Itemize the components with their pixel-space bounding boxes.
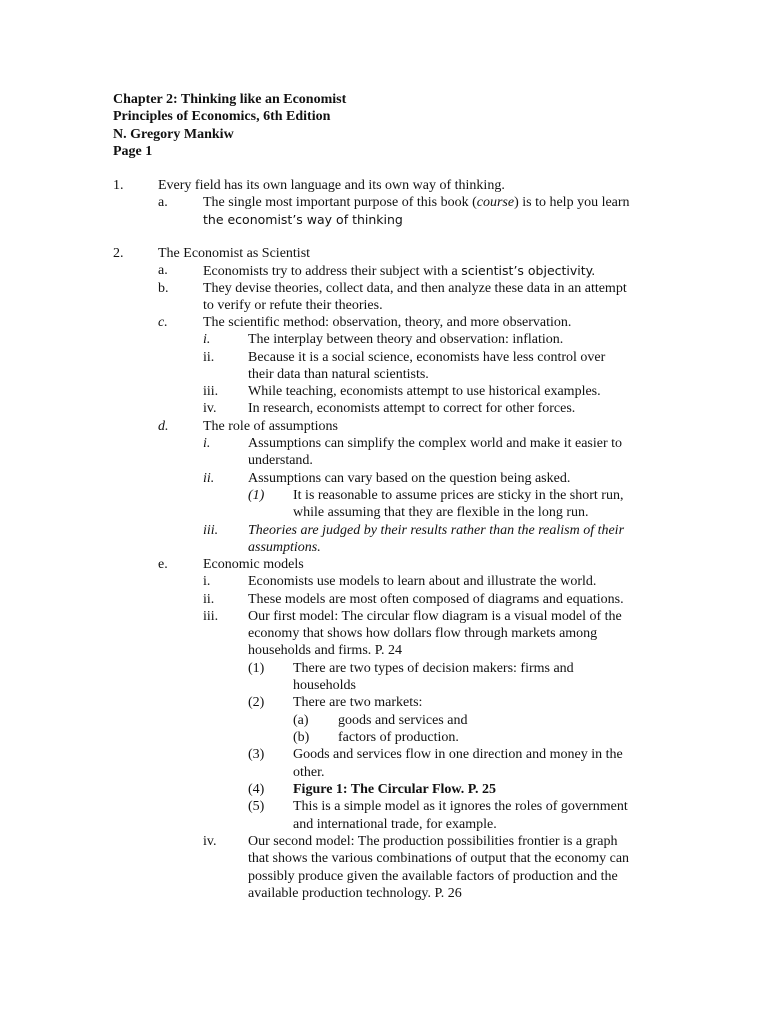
s2-e-iii-1-marker: (1): [248, 661, 265, 676]
s2-c-i-marker: i.: [203, 332, 211, 347]
s2-e-iv-line1: Our second model: The production possibilities frontier is a graph: [248, 834, 618, 849]
s2-d-text: The role of assumptions: [203, 419, 338, 434]
s2-e-iii-marker: iii.: [203, 609, 219, 624]
s2-e-text: Economic models: [203, 557, 304, 572]
s2-c-iv-marker: iv.: [203, 401, 217, 416]
s2-e-iii-3-line1: Goods and services flow in one direction and money in the: [293, 747, 623, 762]
s2-b-marker: b.: [158, 281, 169, 296]
s2-d-ii-1-marker: (1): [248, 488, 265, 503]
s1-a-line2: the economist’s way of thinking: [203, 212, 403, 227]
s2-b-line1: They devise theories, collect data, and then analyze these data in an attempt: [203, 281, 627, 296]
s2-c-i-text: The interplay between theory and observation: inflation.: [248, 332, 564, 347]
s2-e-iii-2-a-text: goods and services and: [338, 713, 468, 728]
s2-e-i-text: Economists use models to learn about and illustrate the world.: [248, 574, 597, 589]
s2-b-line2: to verify or refute their theories.: [203, 298, 383, 313]
s2-e-iii-2-a-marker: (a): [293, 713, 309, 728]
s2-c-iv-text: In research, economists attempt to correct for other forces.: [248, 401, 576, 416]
s2-d-iii-marker: iii.: [203, 523, 219, 538]
s2-c-text: The scientific method: observation, theory, and more observation.: [203, 315, 572, 330]
s2-e-iii-line1: Our first model: The circular flow diagram is a visual model of the: [248, 609, 622, 624]
s2-d-marker: d.: [158, 419, 169, 434]
figure-1-reference: Figure 1: The Circular Flow. P. 25: [293, 782, 497, 797]
s2-e-iii-2-marker: (2): [248, 695, 265, 710]
s2-c-ii-line2: their data than natural scientists.: [248, 367, 429, 382]
s2-e-iii-5-marker: (5): [248, 799, 265, 814]
s2-e-iv-line2: that shows the various combinations of output that the economy can: [248, 851, 630, 866]
section-2-text: The Economist as Scientist: [158, 246, 311, 261]
s2-c-marker: c.: [158, 315, 168, 330]
s2-d-iii-line2: assumptions.: [248, 540, 321, 555]
s2-d-ii-1-line1: It is reasonable to assume prices are sticky in the short run,: [293, 488, 624, 503]
s2-e-iv-line4: available production technology. P. 26: [248, 886, 462, 901]
s2-e-iii-line3: households and firms. P. 24: [248, 643, 402, 658]
s2-e-iv-line3: possibly produce given the available factors of production and the: [248, 869, 618, 884]
s2-a-marker: a.: [158, 263, 168, 278]
s2-e-iii-5-line2: and international trade, for example.: [293, 817, 497, 832]
s2-d-ii-1-line2: while assuming that they are flexible in the long run.: [293, 505, 589, 520]
s2-e-iii-1-line2: households: [293, 678, 356, 693]
s2-e-ii-marker: ii.: [203, 592, 215, 607]
s2-c-iii-text: While teaching, economists attempt to use historical examples.: [248, 384, 601, 399]
chapter-title: Chapter 2: Thinking like an Economist: [113, 92, 347, 107]
s2-e-iii-line2: economy that shows how dollars flow through markets among: [248, 626, 598, 641]
s2-c-ii-marker: ii.: [203, 350, 215, 365]
section-2-number: 2.: [113, 246, 124, 261]
s2-d-i-marker: i.: [203, 436, 211, 451]
page-label: Page 1: [113, 144, 153, 159]
book-title: Principles of Economics, 6th Edition: [113, 109, 331, 124]
s2-c-ii-line1: Because it is a social science, economists have less control over: [248, 350, 606, 365]
s2-e-iii-2-b-marker: (b): [293, 730, 310, 745]
s2-d-i-line2: understand.: [248, 453, 313, 468]
section-1-number: 1.: [113, 178, 124, 193]
s2-d-ii-marker: ii.: [203, 471, 215, 486]
s2-e-iii-2-text: There are two markets:: [293, 695, 423, 710]
section-1-text: Every field has its own language and its own way of thinking.: [158, 178, 505, 193]
s2-e-iii-5-line1: This is a simple model as it ignores the roles of government: [293, 799, 628, 814]
s2-a-line1: Economists try to address their subject with a scientist’s objectivity.: [203, 263, 596, 279]
s2-d-ii-text: Assumptions can vary based on the question being asked.: [248, 471, 571, 486]
s2-e-iii-3-line2: other.: [293, 765, 325, 780]
s2-e-marker: e.: [158, 557, 168, 572]
s2-e-iii-4-marker: (4): [248, 782, 265, 797]
author-name: N. Gregory Mankiw: [113, 127, 234, 142]
s2-d-i-line1: Assumptions can simplify the complex world and make it easier to: [248, 436, 623, 451]
s2-d-iii-line1: Theories are judged by their results rather than the realism of their: [248, 523, 625, 538]
s2-e-iii-3-marker: (3): [248, 747, 265, 762]
s1-a-marker: a.: [158, 195, 168, 210]
s2-e-ii-text: These models are most often composed of diagrams and equations.: [248, 592, 624, 607]
s2-c-iii-marker: iii.: [203, 384, 219, 399]
s2-e-iv-marker: iv.: [203, 834, 217, 849]
s2-e-iii-1-line1: There are two types of decision makers: firms and: [293, 661, 574, 676]
s1-a-line1: The single most important purpose of this book (course) is to help you learn: [203, 195, 630, 210]
s2-e-i-marker: i.: [203, 574, 211, 589]
s2-e-iii-2-b-text: factors of production.: [338, 730, 459, 745]
